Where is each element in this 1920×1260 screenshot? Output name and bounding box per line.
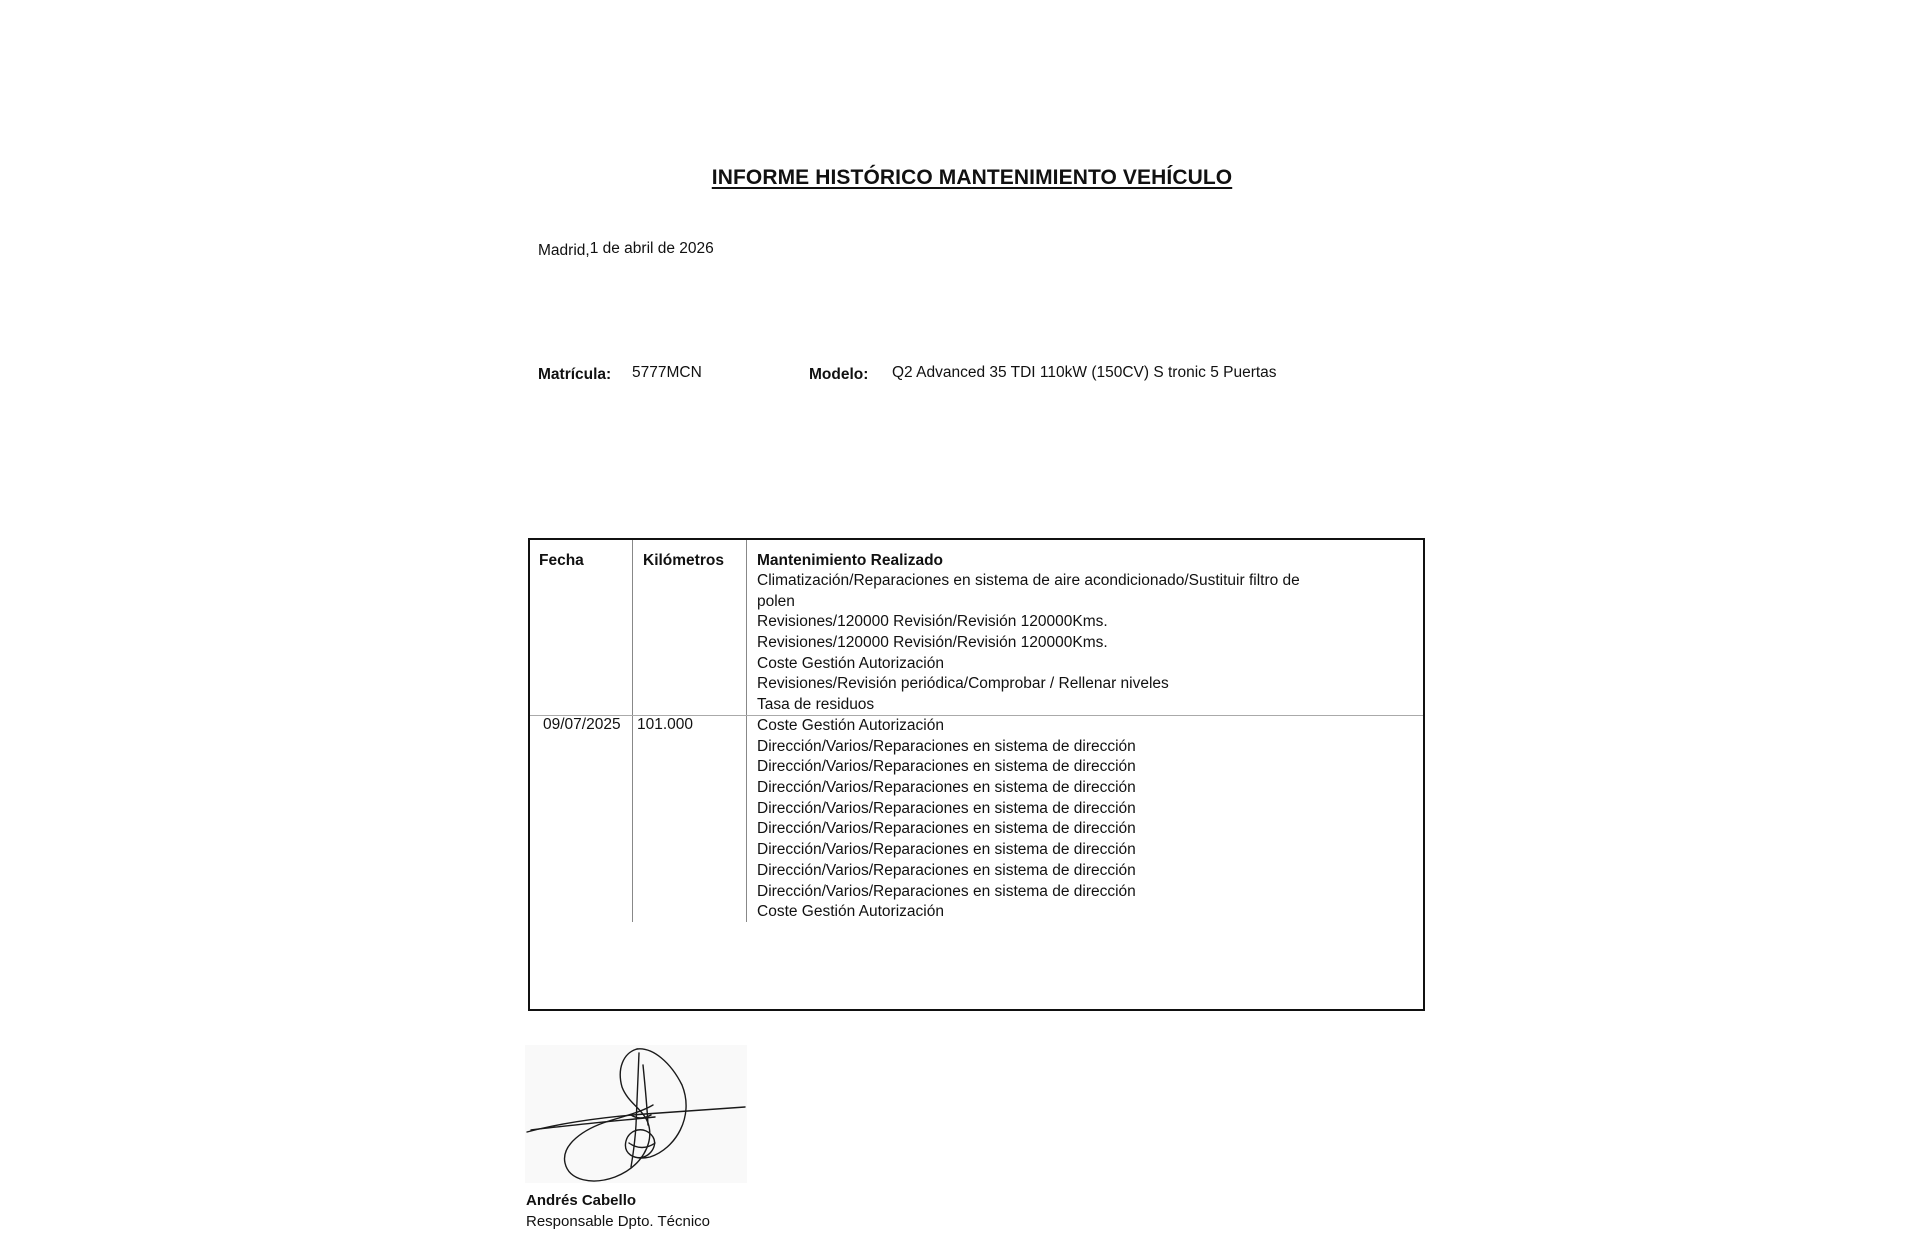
header-maintenance: Mantenimiento Realizado	[757, 552, 944, 569]
maintenance-item: Dirección/Varios/Reparaciones en sistema de dirección	[757, 799, 1136, 817]
maintenance-item: Dirección/Varios/Reparaciones en sistema de dirección	[757, 841, 1136, 859]
maintenance-item: Revisiones/120000 Revisión/Revisión 120000Kms.	[757, 613, 1108, 631]
maintenance-item: Coste Gestión Autorización	[757, 654, 944, 672]
maintenance-item: Dirección/Varios/Reparaciones en sistema de dirección	[757, 737, 1136, 755]
group2-km: 101.000	[637, 716, 694, 733]
maintenance-item: Dirección/Varios/Reparaciones en sistema de dirección	[757, 779, 1136, 797]
maintenance-item: Climatización/Reparaciones en sistema de aire acondicionado/Sustituir filtro de	[757, 572, 1300, 589]
signatory-role: Responsable Dpto. Técnico	[526, 1213, 710, 1230]
maintenance-item: Revisiones/Revisión periódica/Comprobar / Rellenar niveles	[757, 675, 1169, 693]
group2-date: 09/07/2025	[543, 716, 621, 733]
place: Madrid,	[538, 242, 590, 259]
signatory-name: Andrés Cabello	[526, 1192, 637, 1209]
header-km: Kilómetros	[643, 552, 724, 569]
maintenance-item: polen	[757, 592, 795, 610]
place-date	[538, 240, 714, 258]
model-label: Modelo:	[809, 366, 869, 383]
plate-label: Matrícula:	[538, 366, 612, 383]
report-date: 1 de abril de 2026	[589, 240, 714, 257]
maintenance-item: Revisiones/120000 Revisión/Revisión 120000Kms.	[757, 634, 1108, 652]
signature-icon	[525, 1045, 747, 1183]
maintenance-item: Dirección/Varios/Reparaciones en sistema de dirección	[757, 882, 1136, 900]
model-value: Q2 Advanced 35 TDI 110kW (150CV) S tronic 5 Puertas	[892, 364, 1277, 381]
table-divider-date	[632, 540, 633, 922]
table-divider-km	[746, 540, 747, 922]
maintenance-item: Dirección/Varios/Reparaciones en sistema de dirección	[757, 820, 1136, 838]
report-title: INFORME HISTÓRICO MANTENIMIENTO VEHÍCULO	[711, 166, 1233, 189]
maintenance-item: Dirección/Varios/Reparaciones en sistema de dirección	[757, 861, 1136, 879]
header-date: Fecha	[539, 552, 584, 569]
maintenance-item: Tasa de residuos	[757, 696, 875, 714]
group1-items	[757, 571, 1300, 716]
maintenance-item: Coste Gestión Autorización	[757, 717, 944, 734]
plate-value: 5777MCN	[632, 364, 702, 381]
maintenance-item: Coste Gestión Autorización	[757, 903, 944, 921]
group2-items	[757, 716, 1136, 923]
signature-image	[525, 1045, 747, 1183]
maintenance-item: Dirección/Varios/Reparaciones en sistema de dirección	[757, 758, 1136, 776]
